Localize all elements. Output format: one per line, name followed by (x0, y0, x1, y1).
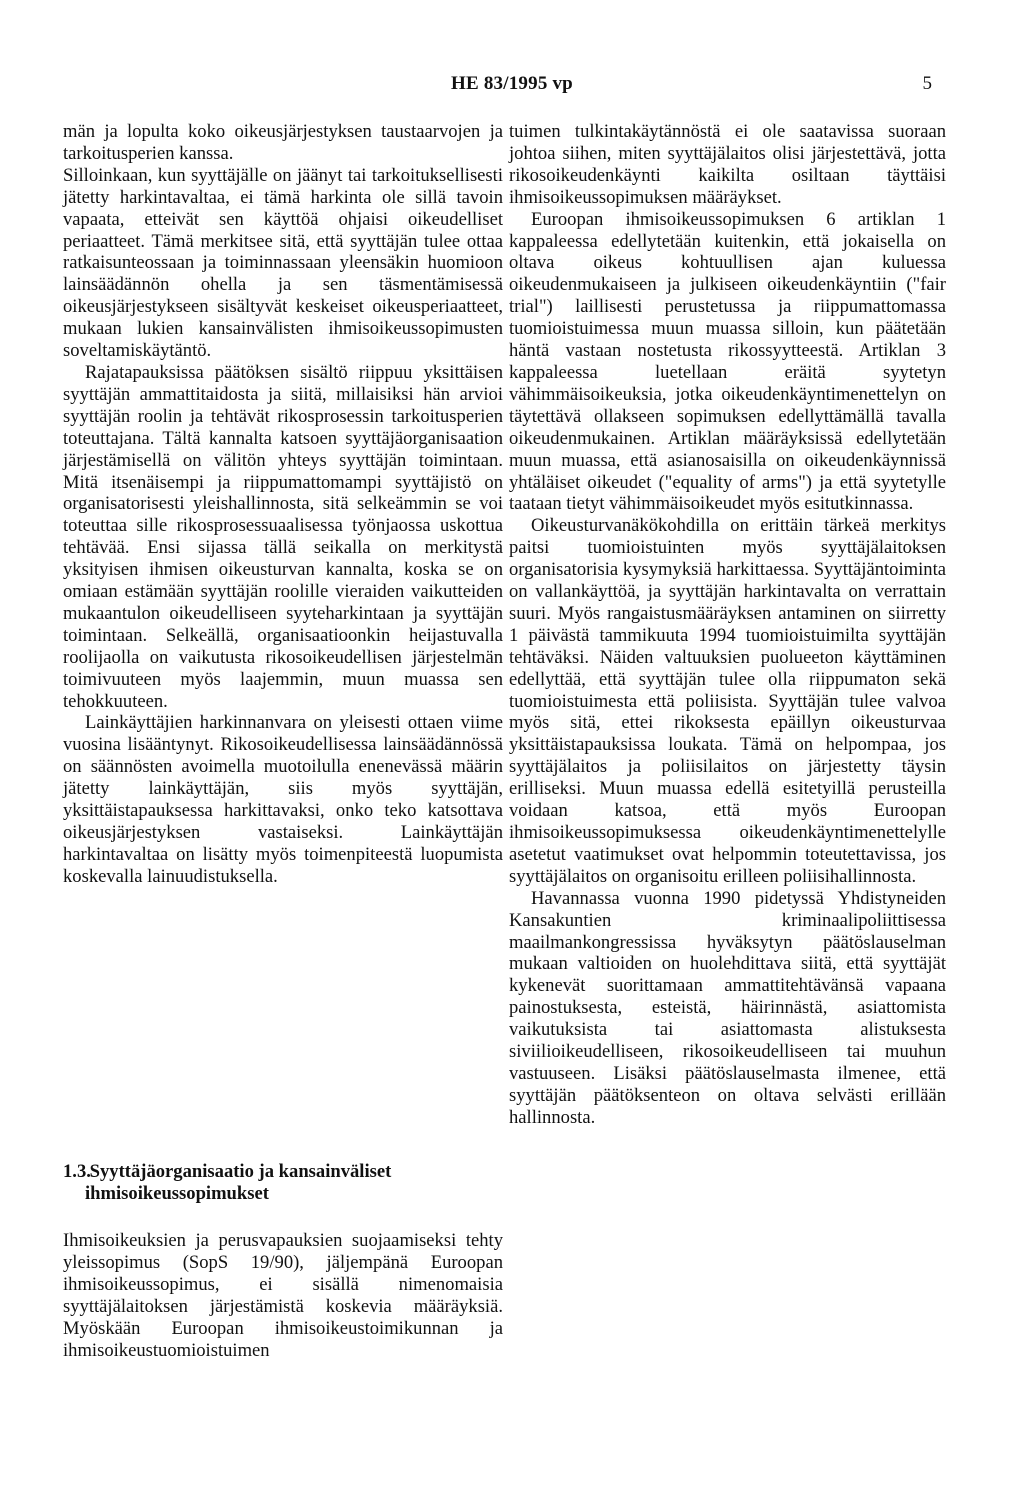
paragraph: Havannassa vuonna 1990 pidetyssä Yhdistyneiden Kansakuntien kriminaalipoliittisessa maailmankongressissa hyväksytyn päätöslauselman mukaan valtioiden on huolehdittava siitä, että syyttäjät kykenevät suorittamaan ammattitehtävänsä vapaana painostuksesta, esteistä, häirinnästä, asiattomista vaikutuksista tai asiattomasta alistuksesta siviilioikeudelliseen, rikosoikeudelliseen tai muuhun vastuuseen. Lisäksi päätöslauselmasta ilmenee, että syyttäjän päätöksenteon on oltava selvästi erillään hallinnosta. (509, 887, 946, 1128)
paragraph: Silloinkaan, kun syyttäjälle on jäänyt tai tarkoituksellisesti jätetty harkintavaltaa, ei tämä harkinta ole sillä tavoin vapaata, etteivät sen käyttöä ohjaisi oikeudelliset periaatteet. Tämä merkitsee sitä, että syyttäjän tulee ottaa ratkaisunteossaan ja toiminnassaan yleensäkin huomioon lainsäädännön ohella ja sen täsmentämisessä oikeusjärjestykseen sisältyvät keskeiset oikeusperiaatteet, mukaan lukien kansainvälisten ihmisoikeussopimusten soveltamiskäytäntö. (63, 164, 503, 362)
paragraph: Euroopan ihmisoikeussopimuksen 6 artiklan 1 kappaleessa edellytetään kuitenkin, että jokaisella on oltava oikeus kohtuullisen ajan kuluessa oikeudenmukaiseen ja julkiseen oikeudenkäyntiin ("fair trial") laillisesti perustetussa ja riippumattomassa tuomioistuimessa muun muassa silloin, kun päätetään häntä vastaan nostetusta rikossyytteestä. Artiklan 3 kappaleessa luetellaan eräitä syytetyn vähimmäisoikeuksia, jotka oikeudenkäyntimenettelyn on täytettävä ollakseen sopimuksen edellyttämällä tavalla oikeudenmukainen. Artiklan määräyksissä edellytetään muun muassa, että asianosaisilla on oikeudenkäynnissä yhtäläiset oikeudet ("equality of arms") ja että syytetylle taataan tietyt vähimmäisoikeudet myös esitutkinnassa. (509, 208, 946, 515)
paragraph: tuimen tulkintakäytännöstä ei ole saatavissa suoraan johtoa siihen, miten syyttäjälaitos olisi järjestettävä, jotta rikosoikeudenkäynti kaikilta osiltaan täyttäisi ihmisoikeussopimuksen määräykset. (509, 121, 946, 208)
paragraph: Rajatapauksissa päätöksen sisältö riippuu yksittäisen syyttäjän ammattitaidosta ja siitä, millaisiksi hän arvioi syyttäjän roolin ja tehtävät rikosprosessin tarkoitusperien toteuttajana. Tältä kannalta katsoen syyttäjäorganisaation järjestämisellä on välitön yhteys syyttäjän toimintaan. Mitä itsenäisempi ja riippumattomampi syyttäjistö on organisatorisesti yleishallinnosta, sitä selkeämmin se voi toteuttaa sille rikosprosessuaalisessa työnjaossa uskottua tehtävää. Ensi sijassa tällä seikalla on merkitystä yksityisen ihmisen oikeusturvan kannalta, koska se on omiaan estämään syyttäjän roolille vieraiden vaikutteiden mukaantulon oikeudelliseen syyteharkintaan ja syyttäjän toimintaan. Selkeällä, organisaatioonkin heijastuvalla roolijaolla on vaikutusta rikosoikeudellisen järjestelmän toimivuuteen myös laajemmin, muun muassa sen tehokkuuteen. (63, 361, 503, 712)
document-reference: HE 83/1995 vp (451, 73, 573, 94)
section-1-3 (63, 1161, 503, 1361)
section-number: 1.3. (63, 1161, 91, 1182)
paragraph: Lainkäyttäjien harkinnanvara on yleisesti ottaen viime vuosina lisääntynyt. Rikosoikeudellisessa lainsäädännössä on säännösten avoimella muotoilulla enenevässä määrin jätetty lainkäyttäjän, siis myös syyttäjän, yksittäistapauksessa harkittavaksi, onko teko katsottava oikeusjärjestyksen vastaiseksi. Lainkäyttäjän harkintavaltaa on lisätty myös toimenpiteestä luopumista koskevalla lainuudistuksella. (63, 712, 503, 887)
page-number: 5 (922, 73, 932, 94)
right-column (509, 121, 946, 1129)
section-title-line-2: ihmisoikeussopimukset (85, 1183, 269, 1204)
running-header (0, 73, 1024, 99)
paragraph: Oikeusturvanäkökohdilla on erittäin tärkeä merkitys paitsi tuomioistuinten myös syyttäjälaitoksen organisatorisia kysymyksiä harkittaessa. Syyttäjäntoiminta on vallankäyttöä, ja syyttäjän harkintavalta on verrattain suuri. Myös rangaistusmääräyksen antaminen on siirretty 1 päivästä tammikuuta 1994 tuomioistuimilta syyttäjän tehtäväksi. Näiden valtuuksien puolueeton käyttäminen edellyttää, että syyttäjän tulee olla riippumaton sekä tuomioistuimesta että poliisista. Syyttäjän tulee valvoa myös sitä, ettei rikoksesta epäillyn oikeusturvaa yksittäistapauksissa loukata. Tämä on helpompaa, jos syyttäjälaitos ja poliisilaitos on järjestetty täysin erilliseksi. Muun muassa edellä esitetyillä perusteilla voidaan katsoa, että myös Euroopan ihmisoikeussopimuksessa oikeudenkäyntimenettelylle asetetut vaatimukset ovat helpommin toteutettavissa, jos syyttäjälaitos on organisoitu erilleen poliisihallinnosta. (509, 515, 946, 887)
left-column (63, 121, 503, 888)
section-title-line-1: Syyttäjäorganisaatio ja kansainväliset (89, 1161, 392, 1182)
section-heading (63, 1161, 503, 1205)
paragraph: Ihmisoikeuksien ja perusvapauksien suojaamiseksi tehty yleissopimus (SopS 19/90), jäljempänä Euroopan ihmisoikeussopimus, ei sisällä nimenomaisia syyttäjälaitoksen järjestämistä koskevia määräyksiä. Myöskään Euroopan ihmisoikeustoimikunnan ja ihmisoikeustuomioistuimen (63, 1230, 503, 1361)
paragraph: män ja lopulta koko oikeusjärjestyksen taustaarvojen ja tarkoitusperien kanssa. (63, 121, 503, 164)
